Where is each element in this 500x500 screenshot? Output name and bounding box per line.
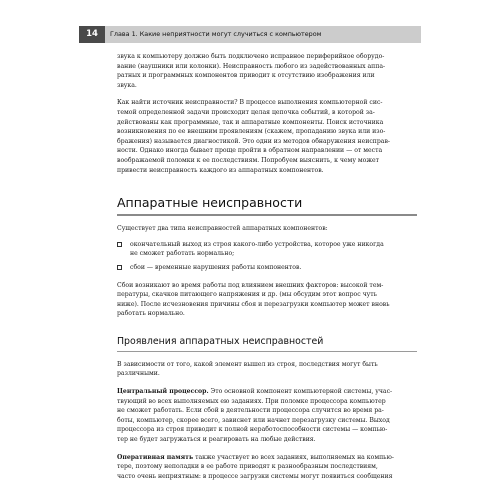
paragraph-diagnostics <box>117 98 417 175</box>
section-heading-hardware-faults: Аппаратные неисправности <box>117 195 303 211</box>
text-line: возникновения по ее внешним проявлениям (скажем, пропаданию звука или изо- <box>117 128 386 136</box>
text-line: ности. Однако иногда бывает проще пройти в обратном направлении — от места <box>117 147 383 155</box>
running-head: Глава 1. Какие неприятности могут случиться с компьютером <box>110 30 322 38</box>
text-line: часто очень неприятным: в процессе загрузки системы могут появиться сообщения <box>117 472 393 480</box>
text-line: не сможет работать нормально; <box>130 250 235 258</box>
checkbox-bullet-icon <box>117 265 122 270</box>
list-item <box>117 263 417 273</box>
text-line: Как найти источник неисправности? В процессе выполнения компьютерной сис- <box>117 99 383 107</box>
paragraph-glitches <box>117 281 417 319</box>
term-cpu: Центральный процессор. <box>117 388 209 396</box>
text-line: Сбои возникают во время работы под влиянием внешних факторов: высокой тем- <box>117 281 384 289</box>
checkbox-bullet-icon <box>117 242 122 247</box>
text-line: процессора из строя приводит к полной неработоспособности системы — компью- <box>117 426 388 434</box>
page-body <box>117 52 417 481</box>
text-line: пературы, скачков питающего напряжения и др. (мы обсудим этот вопрос чуть <box>117 291 378 299</box>
list-item <box>117 240 417 259</box>
paragraph-fault-types-intro <box>117 224 417 234</box>
text-line: боты, компьютер, скорее всего, зависнет или начнет перезагрузку системы. Выход <box>117 416 390 424</box>
text-line: тер не будет загружаться и реагировать на любые действия. <box>117 436 316 444</box>
text-line: различными. <box>117 370 160 378</box>
text-line: тере, поэтому неполадки в ее работе приводят к разнообразным последствиям, <box>117 463 378 471</box>
text-line: воображаемой поломки к ее последствиям. Попробуем выяснить, к чему может <box>117 156 380 164</box>
text-line: звука к компьютеру должно быть подключено исправное периферийное оборудо- <box>117 53 385 60</box>
term-ram: Оперативная память <box>117 453 194 461</box>
text-line: В зависимости от того, какой элемент вышел из строя, последствия могут быть <box>117 360 378 368</box>
paragraph-consequences-intro <box>117 360 417 379</box>
page-number: 14 <box>79 26 105 43</box>
section-heading-fault-symptoms: Проявления аппаратных неисправностей <box>117 335 324 347</box>
text-line: ниже). После исчезновения причины сбоя и перезагрузки компьютер может вновь <box>117 300 390 308</box>
text-line: привести неисправность каждого из аппаратных компонентов. <box>117 166 324 174</box>
paragraph-intro-end <box>117 52 417 90</box>
text-line: вание (наушники или колонки). Неисправность любого из задействованных аппа- <box>117 62 386 70</box>
paragraph-cpu <box>117 387 417 445</box>
text-line: бражения) называется диагностикой. Это одни из методов обнаружения неисправ- <box>117 137 390 145</box>
text-line: звука. <box>117 81 137 89</box>
text-line: сбои — временные нарушения работы компонентов. <box>130 263 302 271</box>
text-line: не сможет работать. Если сбой в деятельности процессора случится во время ра- <box>117 407 384 415</box>
text-line: действованы как программные, так и аппаратные компоненты. Поиск источника <box>117 118 384 126</box>
text-line: Оперативная память также участвует во всех заданиях, выполняемых на компью- <box>117 453 394 461</box>
paragraph-ram <box>117 453 417 482</box>
text-line: окончательный выход из строя какого-либо устройства, которое уже никогда <box>130 240 384 248</box>
text-line: темой определенной задачи происходит целая цепочка событий, в которой за- <box>117 108 375 116</box>
text-line: Центральный процессор. Это основной компонент компьютерной системы, учас- <box>117 388 393 396</box>
text-line: Существует два типа неисправностей аппаратных компонентов: <box>117 225 328 233</box>
text-line: работать нормально. <box>117 310 185 318</box>
text-line: твующий во всех выполняемых ею заданиях. При поломке процессора компьютер <box>117 397 386 405</box>
text-line: ратных и программных компонентов приводит к отсутствию изображения или <box>117 72 375 80</box>
